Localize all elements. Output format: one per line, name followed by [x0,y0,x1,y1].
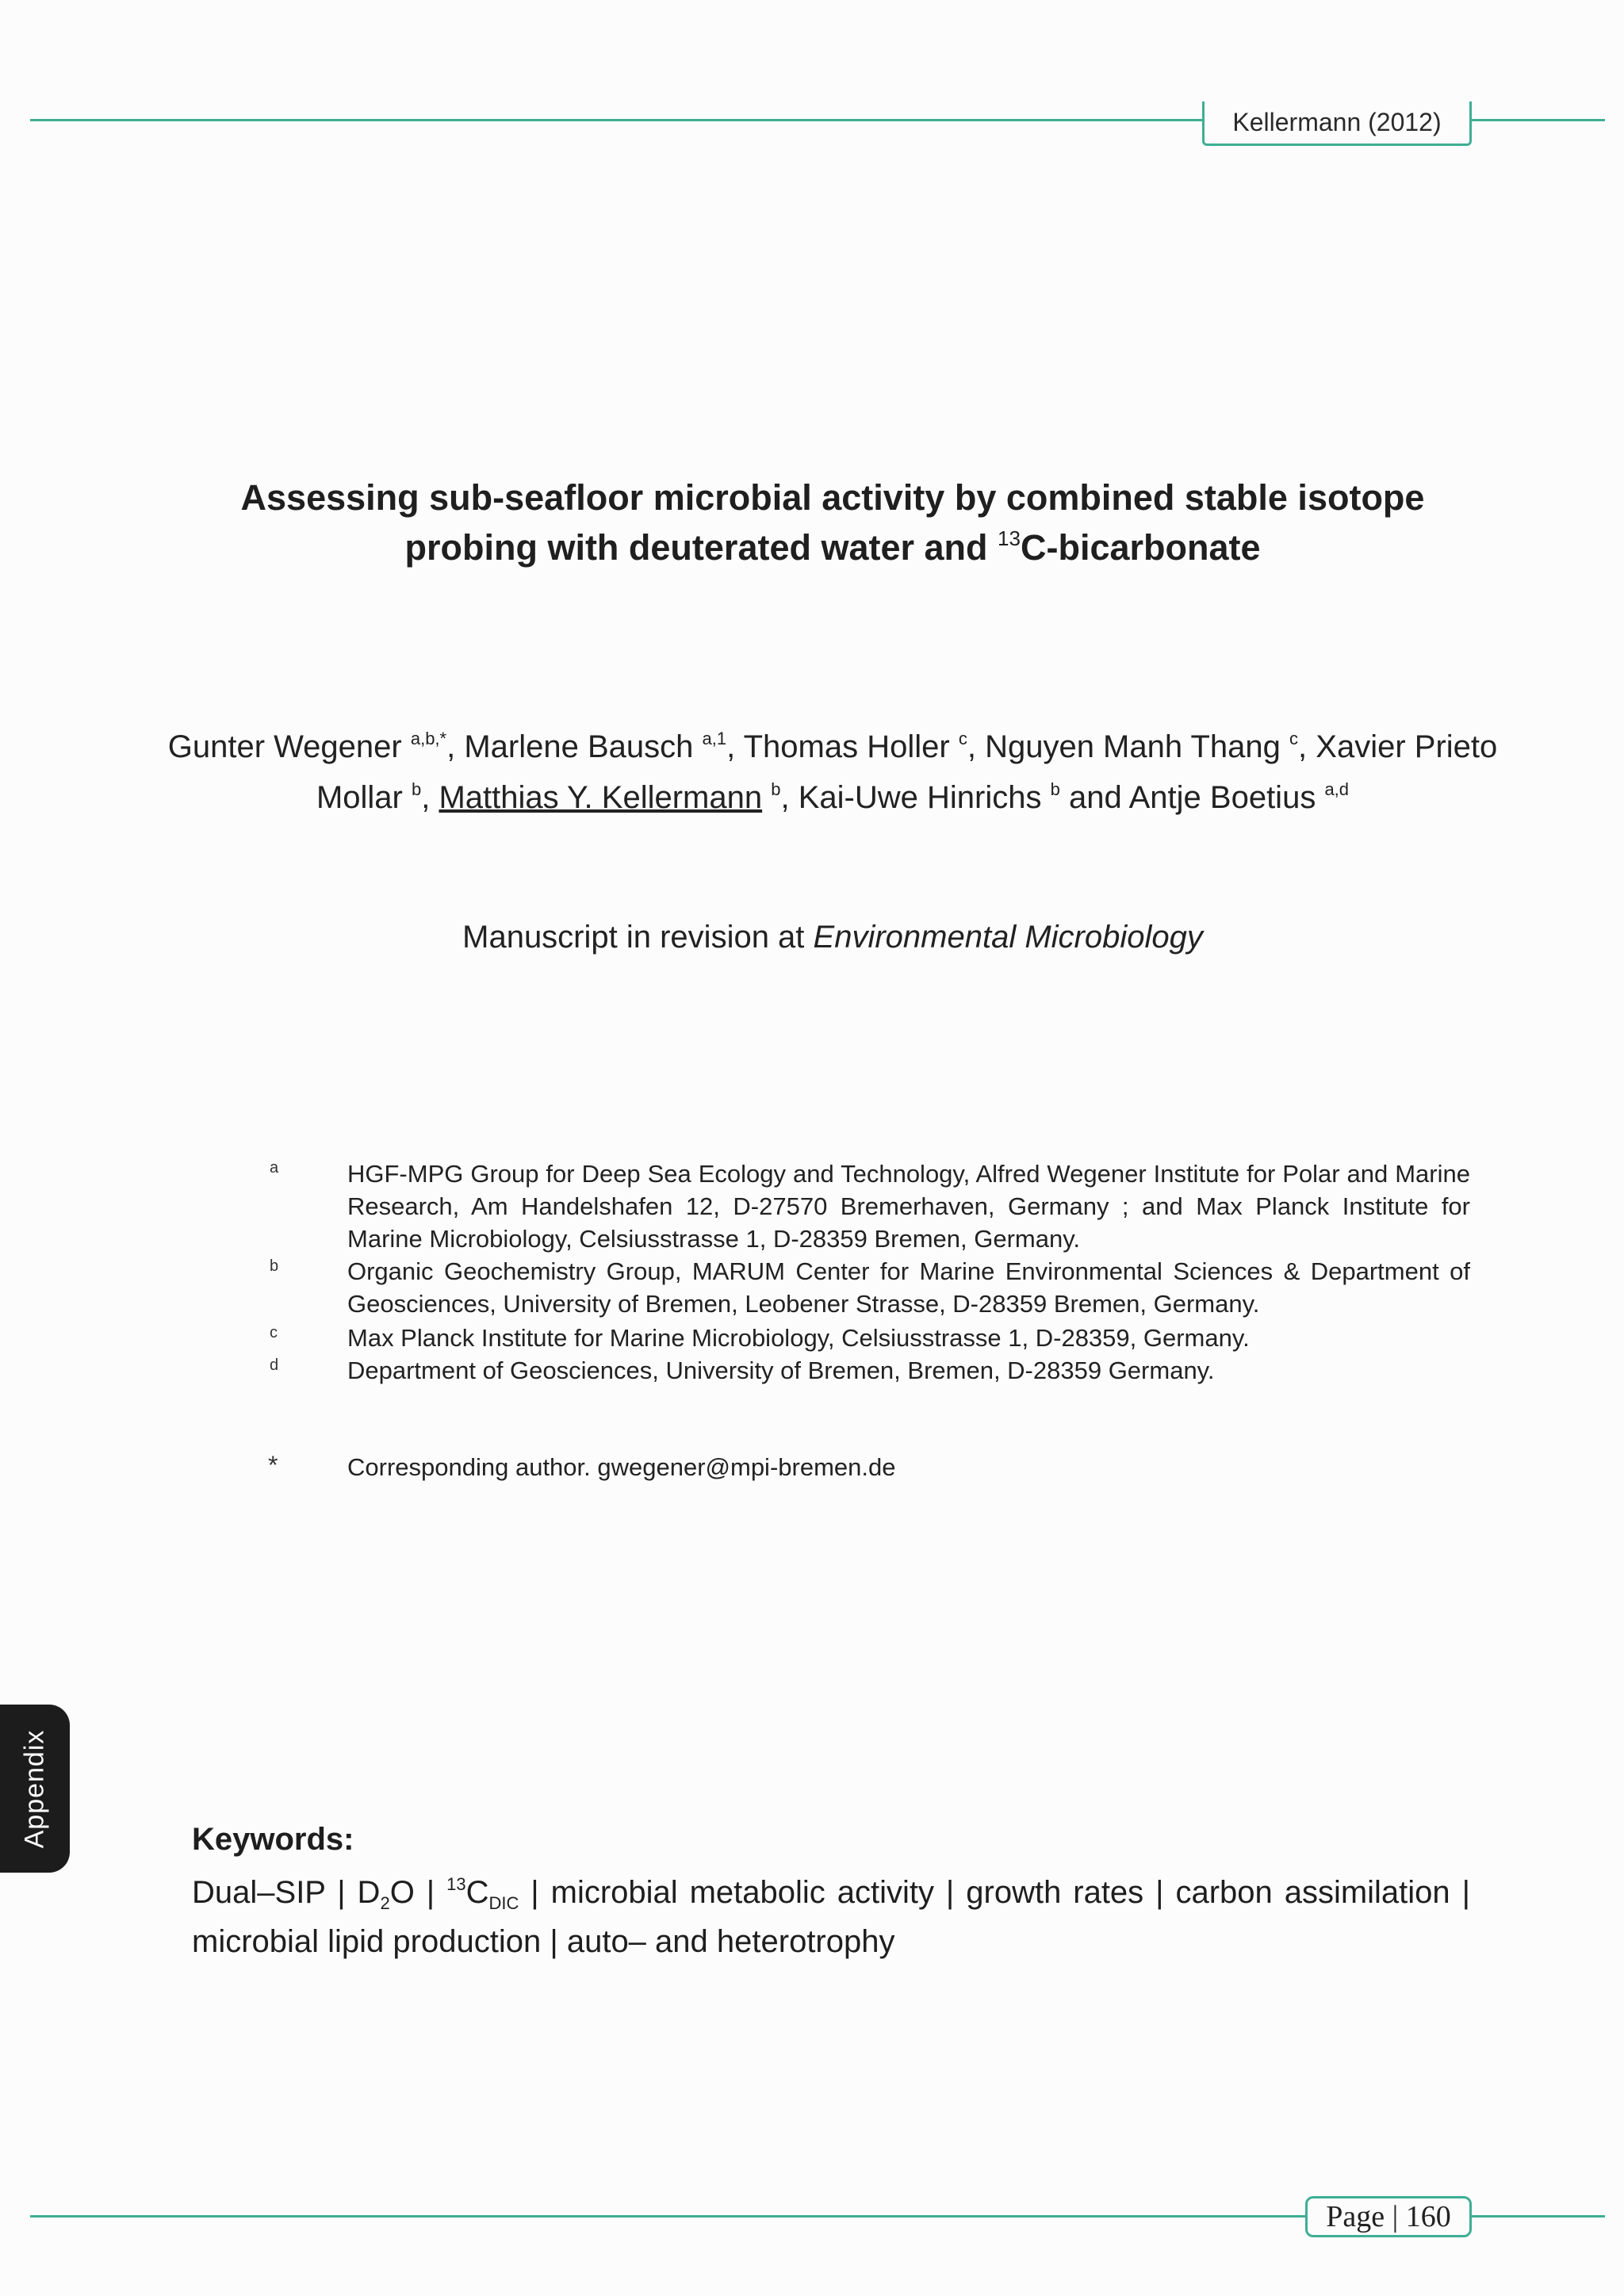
keywords-heading: Keywords: [192,1822,354,1857]
page-number [1305,2196,1472,2237]
corresponding-mark: * [268,1451,278,1479]
affiliation-mark: b [270,1257,279,1275]
affiliation-mark: a [270,1159,279,1177]
author-highlighted: Matthias Y. Kellermann $^b$, [439,779,799,815]
running-header [1202,101,1472,146]
keywords-list: Dual–SIP | $D_2O$ | $^{13}C_{DIC}$ | microbial metabolic activity | growth rates | carbon assimilation | microbial lipid production | auto– and heterotrophy [192,1874,1471,1959]
title-line-2: probing with deuterated water and $^{13}$C-bicarbonate [404,526,1261,568]
footer-rule-left [30,2215,1307,2218]
affiliation-mark: c [270,1324,278,1341]
journal-name: Environmental Microbiology [813,920,1203,955]
affiliation-mark: d [270,1357,279,1374]
appendix-side-tab [0,1705,70,1873]
affiliation-text: Department of Geosciences, University of Bremen, Bremen, D-28359 Germany. [347,1357,1215,1384]
affiliation-text: HGF-MPG Group for Deep Sea Ecology and Technology, Alfred Wegener Institute for Polar and Marine Research, Am Handelshafen 12, D-27570 Bremerhaven, Germany ; and Max Planck Institute for Marine Microbiology, Celsiusstrasse 1, D-28359 Bremen, Germany. [347,1160,1470,1253]
author: Kai-Uwe Hinrichs $^b$ and [798,779,1129,815]
header-rule-right [1470,119,1605,121]
author: Thomas Holler $^c$, [743,729,986,764]
title-line-1: Assessing sub-seafloor microbial activity by combined stable isotope [240,477,1425,518]
affiliation-text: Max Planck Institute for Marine Microbiology, Celsiusstrasse 1, D-28359, Germany. [347,1324,1250,1352]
paper-title [127,473,1538,572]
appendix-side-tab-label: Appendix [19,1729,50,1848]
running-header-text: Kellermann (2012) [1232,108,1442,136]
author: Nguyen Manh Thang $^c$, [985,729,1316,764]
corresponding-text: Corresponding author. gwegener@mpi-bremen.de [347,1453,896,1481]
affiliation-text: Organic Geochemistry Group, MARUM Center for Marine Environmental Sciences & Department of Geosciences, University of Bremen, Leobener Strasse, D-28359 Bremen, Germany. [347,1257,1470,1318]
author: Xavier Prieto Mollar $^b$, [316,729,1498,815]
author: Marlene Bausch $^{a,1}$, [464,729,744,764]
footer-rule-right [1470,2215,1605,2218]
author: Antje Boetius $^{a,d}$ [1128,779,1350,815]
header-rule-left [30,119,1204,121]
page-number-text: Page | 160 [1326,2200,1451,2233]
author-list [159,721,1507,823]
manuscript-status: Manuscript in revision at Environmental Microbiology [462,920,1203,955]
author: Gunter Wegener $^{a,b,*}$, [167,729,465,764]
